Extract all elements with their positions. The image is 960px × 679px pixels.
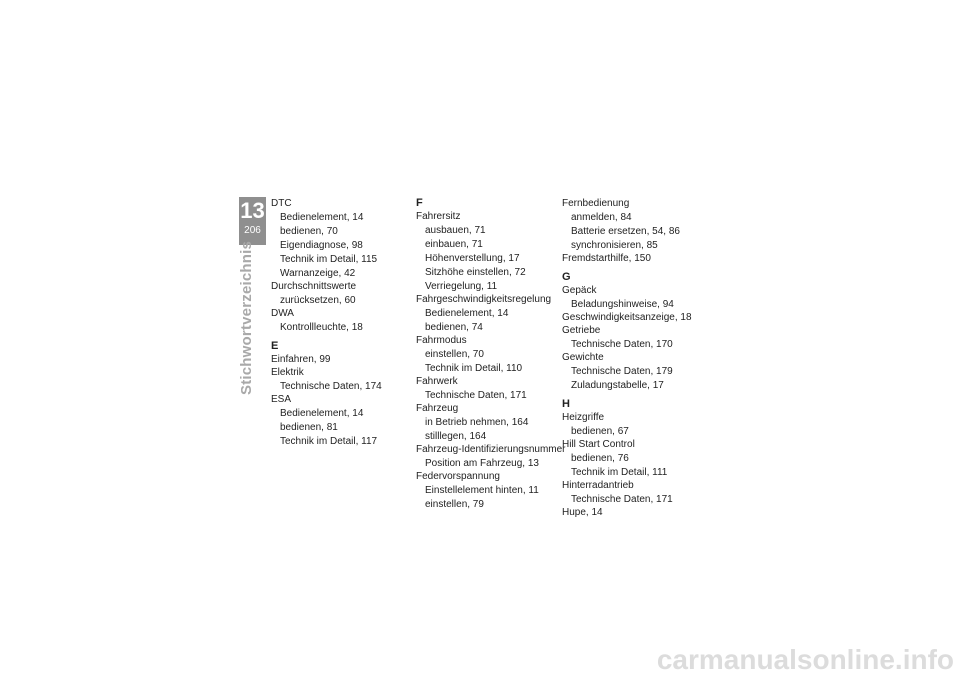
index-subentry: Technische Daten, 179: [571, 366, 673, 377]
chapter-number: 13: [240, 198, 265, 223]
index-entry: [271, 394, 416, 447]
index-term: Federvorspannung: [416, 471, 500, 482]
index-term: Heizgriffe: [562, 412, 605, 423]
index-term: Getriebe: [562, 325, 601, 336]
index-entry: [562, 507, 707, 518]
index-subentry: einstellen, 70: [425, 349, 484, 360]
index-subentry: Batterie ersetzen, 54, 86: [571, 226, 680, 237]
index-subentry: bedienen, 81: [280, 422, 338, 433]
index-term: Fahrmodus: [416, 335, 467, 346]
index-term: Fahrersitz: [416, 211, 461, 222]
index-subentry: Position am Fahrzeug, 13: [425, 458, 539, 469]
index-subentry: Zuladungstabelle, 17: [571, 380, 664, 391]
index-column-1: [271, 198, 416, 447]
index-entry: [562, 352, 707, 391]
index-term: Fahrzeug: [416, 403, 459, 414]
index-subentry: Technik im Detail, 117: [280, 436, 378, 447]
index-subentry: Technik im Detail, 111: [571, 467, 668, 478]
index-term: Hinterradantrieb: [562, 480, 634, 491]
index-term: Hill Start Control: [562, 439, 635, 450]
index-entry: [562, 285, 707, 310]
index-subentry: einstellen, 79: [425, 499, 484, 510]
index-subentry: bedienen, 76: [571, 453, 629, 464]
index-column-2: [416, 197, 566, 510]
watermark: carmanualsonline.info: [656, 644, 954, 675]
index-subentry: Beladungshinweise, 94: [571, 299, 674, 310]
index-term: Durchschnittswerte: [271, 281, 357, 292]
index-subentry: ausbauen, 71: [425, 225, 486, 236]
index-entry: [271, 354, 416, 365]
index-entry: [562, 412, 707, 437]
index-term: Fernbedienung: [562, 198, 630, 209]
index-subentry: Sitzhöhe einstellen, 72: [425, 267, 526, 278]
index-entry: [271, 308, 416, 333]
section-label-wrap: [238, 240, 268, 405]
index-letter-heading: F: [416, 197, 423, 209]
index-subentry: Technik im Detail, 115: [280, 254, 378, 265]
index-term: Fremdstarthilfe, 150: [562, 253, 651, 264]
index-term: Geschwindigkeitsanzeige, 18: [562, 312, 692, 323]
index-entry: [562, 312, 707, 323]
index-subentry: bedienen, 70: [280, 226, 338, 237]
index-subentry: stilllegen, 164: [425, 431, 487, 442]
index-term: Fahrgeschwindigkeitsregelung: [416, 294, 552, 305]
index-entry: [416, 376, 561, 401]
index-column-3: [562, 198, 707, 518]
index-subentry: Technik im Detail, 110: [425, 363, 523, 374]
index-subentry: Kontrollleuchte, 18: [280, 322, 363, 333]
index-entry: [416, 471, 561, 510]
index-subentry: synchronisieren, 85: [571, 240, 658, 251]
index-term: Hupe, 14: [562, 507, 603, 518]
index-subentry: Technische Daten, 171: [571, 494, 673, 505]
index-term: DWA: [271, 308, 294, 319]
index-subentry: bedienen, 67: [571, 426, 629, 437]
index-letter-heading: E: [271, 340, 279, 352]
index-subentry: Bedienelement, 14: [280, 212, 364, 223]
index-term: Elektrik: [271, 367, 304, 378]
index-entry: [562, 198, 707, 251]
index-subentry: Warnanzeige, 42: [280, 268, 356, 279]
index-entry: [271, 281, 416, 306]
index-subentry: Eigendiagnose, 98: [280, 240, 363, 251]
chapter-tab: [239, 197, 266, 245]
index-term: Gepäck: [562, 285, 597, 296]
index-entry: [562, 480, 707, 505]
index-entry: [271, 198, 416, 279]
index-subentry: zurücksetzen, 60: [280, 295, 356, 306]
index-subentry: Bedienelement, 14: [425, 308, 509, 319]
index-subentry: Technische Daten, 171: [425, 390, 527, 401]
index-term: Gewichte: [562, 352, 604, 363]
index-subentry: in Betrieb nehmen, 164: [425, 417, 529, 428]
index-entry: [562, 439, 707, 478]
index-entry: [416, 211, 561, 292]
section-title: Stichwortverzeichnis: [238, 240, 255, 395]
index-subentry: Bedienelement, 14: [280, 408, 364, 419]
index-subentry: einbauen, 71: [425, 239, 483, 250]
index-term: Fahrzeug-Identifizierungsnummer: [416, 444, 566, 455]
index-term: DTC: [271, 198, 292, 209]
index-letter-heading: H: [562, 398, 570, 410]
index-subentry: bedienen, 74: [425, 322, 483, 333]
index-letter-heading: G: [562, 271, 571, 283]
index-entry: [416, 403, 561, 442]
index-subentry: anmelden, 84: [571, 212, 632, 223]
index-subentry: Technische Daten, 174: [280, 381, 382, 392]
index-term: Einfahren, 99: [271, 354, 331, 365]
index-entry: [562, 325, 707, 350]
index-entry: [416, 444, 566, 469]
index-subentry: Höhenverstellung, 17: [425, 253, 520, 264]
index-subentry: Verriegelung, 11: [425, 281, 498, 292]
index-subentry: Einstellelement hinten, 11: [425, 485, 539, 496]
index-term: Fahrwerk: [416, 376, 458, 387]
index-term: ESA: [271, 394, 292, 405]
index-subentry: Technische Daten, 170: [571, 339, 673, 350]
index-entry: [271, 367, 416, 392]
page-number: 206: [244, 225, 261, 236]
index-entry: [416, 294, 561, 333]
index-entry: [416, 335, 561, 374]
index-entry: [562, 253, 707, 264]
